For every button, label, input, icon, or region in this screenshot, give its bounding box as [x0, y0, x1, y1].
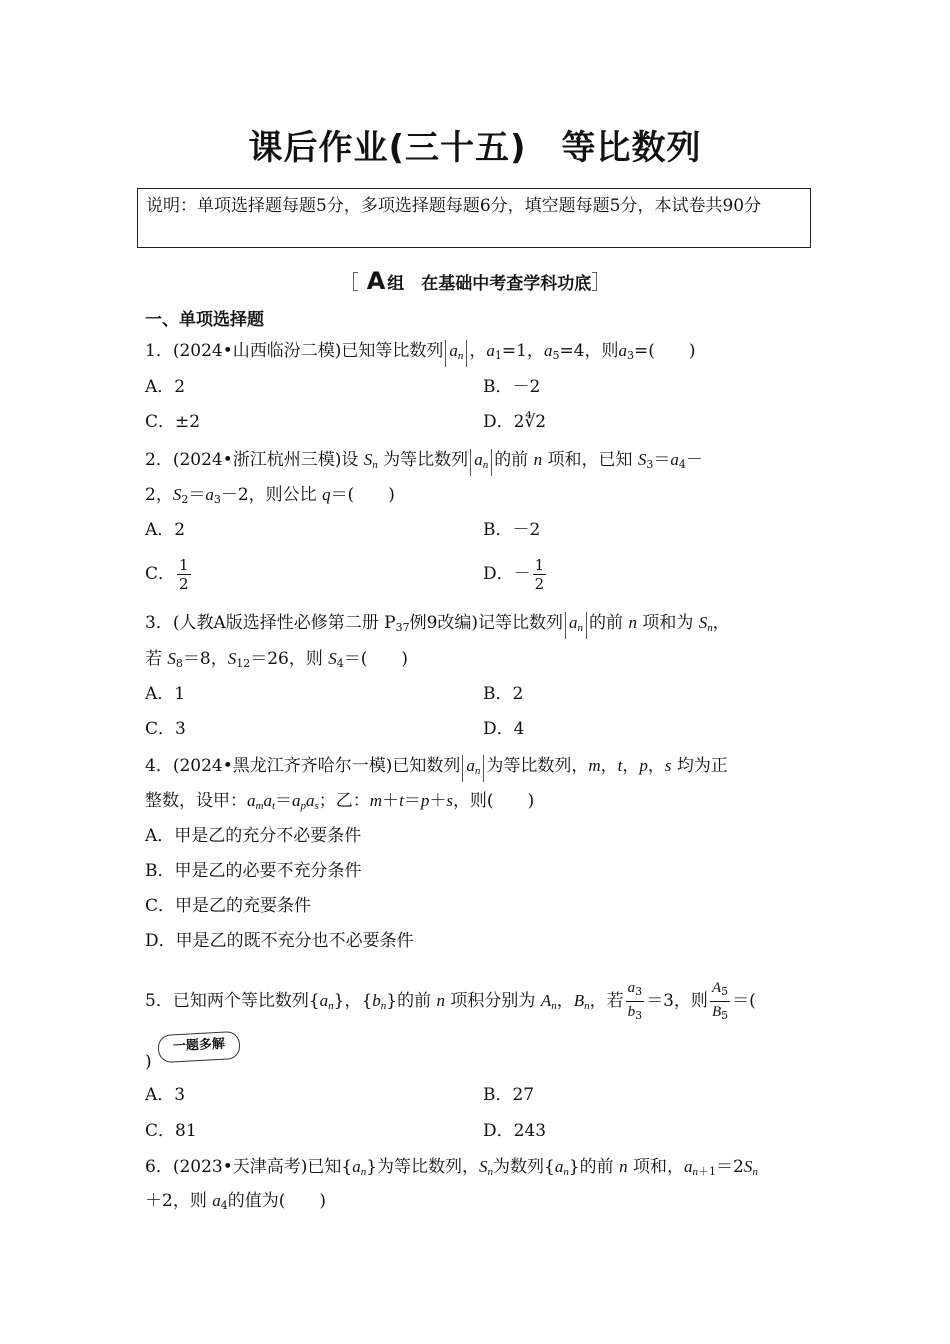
question-6-line-2: ＋2，则 $a_4$的值为( ) [145, 1191, 326, 1212]
q3-option-d: D．4 [483, 719, 525, 739]
q3-option-c: C．3 [145, 719, 186, 739]
question-5-line-2: ) [145, 1052, 152, 1072]
q4-option-d: D．甲是乙的既不充分也不必要条件 [145, 931, 414, 951]
q5-option-a: A．3 [145, 1085, 186, 1105]
q4-option-c: C．甲是乙的充要条件 [145, 896, 312, 916]
question-2-line-2: 2，$S_2=a_3-2$，则公比 q＝( ) [145, 485, 395, 506]
q5-option-c: C．81 [145, 1121, 197, 1141]
question-5-line-1: 5．已知两个等比数列$\{a_n\}$，$\{b_n\}$的前 n 项积分别为 $A_n$，$B_n$，若 $\frac{a_3}{b_3}$ ＝3，则 $\frac{A_5}{B_5}$ ＝( [145, 980, 756, 1022]
section-heading: 一、单项选择题 [145, 310, 264, 330]
instructions-box: 说明：单项选择题每题5分，多项选择题每题6分，填空题每题5分，本试卷共90分 [137, 188, 811, 248]
page-title: 课后作业(三十五) 等比数列 [248, 128, 702, 168]
q1-option-a: A．2 [145, 377, 186, 397]
q1-option-b: B．－2 [483, 377, 541, 397]
question-3-line-2: 若 $S_8=8$，$S_{12}=26$，则 $S_4=$( ) [145, 649, 409, 670]
group-heading: ［ A 组 在基础中考查学科功底］ [338, 267, 612, 295]
q2-option-a: A．2 [145, 520, 186, 540]
q4-option-b: B．甲是乙的必要不充分条件 [145, 861, 362, 881]
question-3-line-1: 3．(人教A版选择性必修第二册 $P_{37}$例9改编)记等比数列 $a_n$ 的前 n 项和为 $S_n$， [145, 611, 730, 640]
question-2-line-1: 2．(2024•浙江杭州三模)设 $S_n$ 为等比数列 $a_n$ 的前 n 项和，已知 $S_3=a_4-$ [145, 448, 703, 477]
q2-option-b: B．－2 [483, 520, 541, 540]
q1-option-c: C．±2 [145, 412, 201, 432]
group-letter: A [366, 267, 386, 295]
q2-option-c: C． $\frac{1}{2}$ [145, 556, 189, 593]
q4-option-a: A．甲是乙的充分不必要条件 [145, 826, 362, 846]
q5-option-b: B．27 [483, 1085, 535, 1105]
q2-option-d: D．－ $\frac{1}{2}$ [483, 556, 545, 593]
q3-option-b: B．2 [483, 684, 524, 704]
q3-option-a: A．1 [145, 684, 186, 704]
multi-solution-badge: 一题多解 [157, 1031, 240, 1063]
question-4-line-1: 4．(2024•黑龙江齐齐哈尔一模)已知数列 $a_n$ 为等比数列，m，t，p，s 均为正 [145, 754, 728, 782]
question-1: 1．(2024•山西临汾二模)已知等比数列 $a_n$ ，$a_1=1$，$a_5=4$，则$a_3=$( ) [145, 339, 696, 368]
q5-option-d: D．243 [483, 1121, 547, 1141]
question-6-line-1: 6．(2023•天津高考)已知$\{a_n\}$为等比数列，$S_n$为数列$\{a_n\}$的前 n 项和，$a_{n+1}=2S_n$ [145, 1157, 758, 1178]
q1-option-d: D．2∜2 [483, 412, 547, 432]
question-4-line-2: 整数，设甲：$a_ma_t=a_pa_s$；乙：m＋t＝p＋s，则( ) [145, 791, 535, 812]
group-label: 组 在基础中考查学科功底 [387, 274, 592, 294]
